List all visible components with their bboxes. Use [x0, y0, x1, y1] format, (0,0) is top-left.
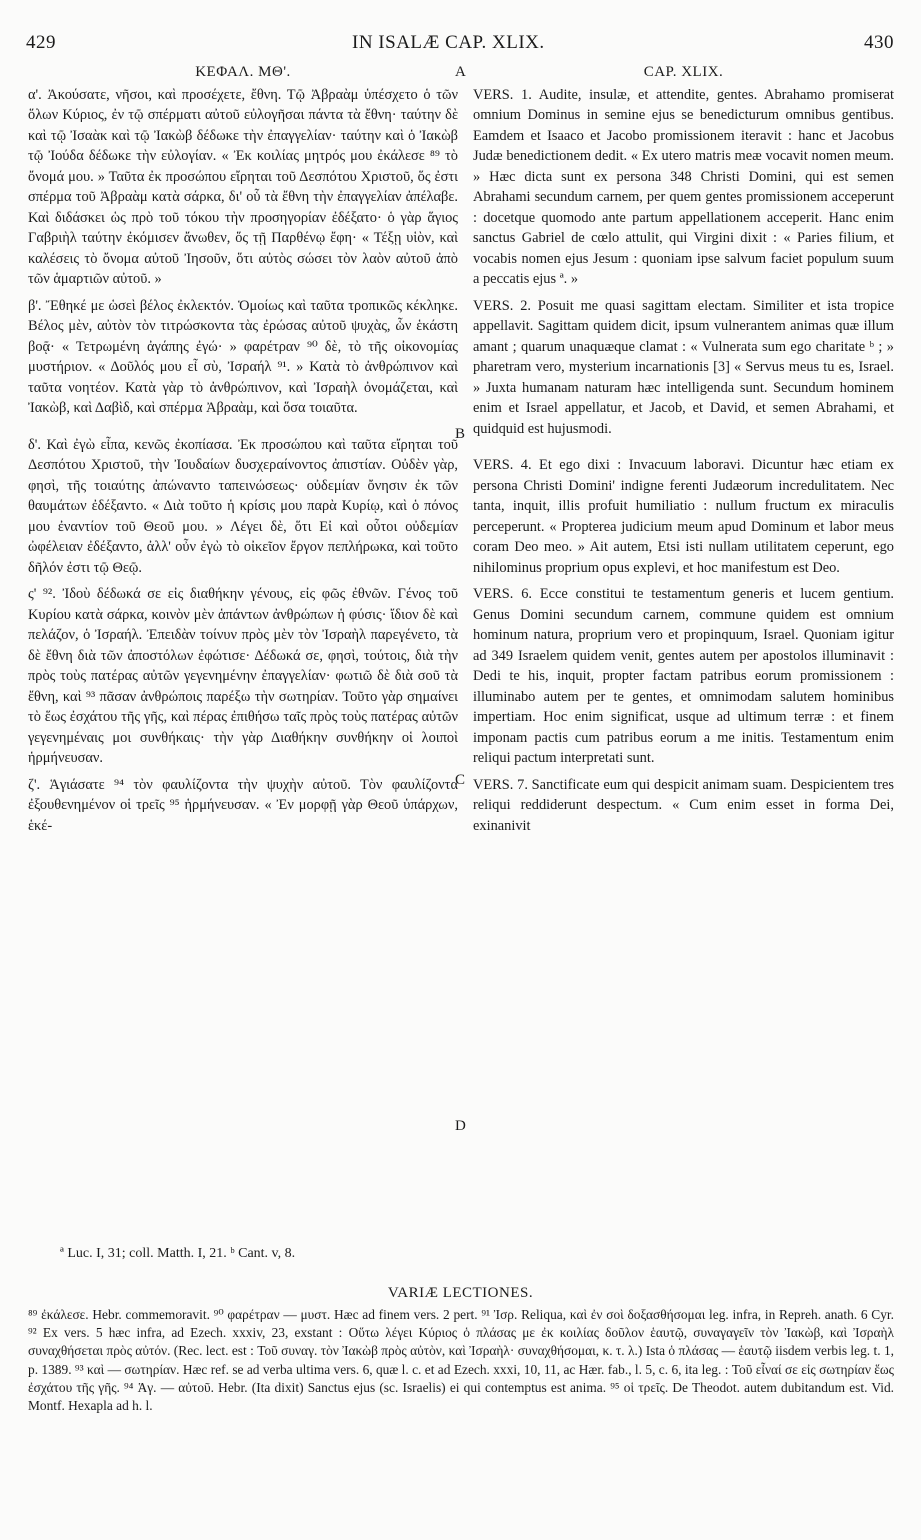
variae-lectiones-title: VARIÆ LECTIONES.: [387, 1285, 534, 1301]
greek-column: [28, 62, 458, 836]
greek-chapter-title: ΚΕΦΑΛ. ΜΘ'.: [195, 64, 291, 80]
latin-column: [473, 62, 894, 836]
running-header: [26, 32, 894, 58]
greek-paragraph: ς' ⁹². Ἰδοὺ δέδωκά σε εἰς διαθήκην γένους, εἰς φῶς ἐθνῶν. Γένος τοῦ Κυρίου κατὰ σάρκα, κοινὸν μὲν ἁπάντων ἀνθρώπων ἡ φύσις· ἴδιον δὲ καὶ πελάζον, ὁ Ἰσραήλ. Ἐπειδὰν τοίνυν πρὸς μὲν τὸν Ἰσραὴλ παρεγένετο, τὰ δὲ ἔθνη διὰ τῶν ἀποστόλων ἐφώτισε· Δέδωκά σε, φησὶ, τούτοις, διὰ τὴν πρὸς τοὺς πατέρας αὐτῶν γεγενημένην ἐπαγγελίαν· φωτιῶ δὲ διὰ σοῦ τὰ ἔθνη, καὶ ⁹³ πᾶσαν ἀνθρώποις παρέξω τὴν σωτηρίαν. Τοῦτο γὰρ σημαίνει τὸ ἕως ἐσχάτου τῆς γῆς, καὶ πέρας ἐπιθήσω ταῖς πρὸς τοὺς πατέρας αὐτῶν γεγενημέναις μοι συνθήκαις· τὴν γὰρ Διαθήκην συνθήκην οἱ λοιποὶ ἡρμήνευσαν.: [28, 586, 458, 766]
latin-paragraph: VERS. 7. Sanctificate eum qui despicit animam suam. Despicientem tres reliqui reddiderunt despectum. « Cum enim esset in forma Dei, exinanivit: [473, 776, 894, 834]
latin-paragraph: VERS. 2. Posuit me quasi sagittam electam. Similiter et ista tropice appellavit. Sagittam quidem dicit, ipsum vulnerantem animas quæ illum amant ; quarum unaquæque clamat : « Vulnerata sum ego charitate ᵇ ; » pharetram vero, mysterium incarnationis [3] « Servus meus tu es, Israel. » Juxta humanam naturam hæc intelligenda sunt. Secundum hominem enim et Israel appellatur, et Jacob, et David, et semen Abrahami, et quidquid est hujusmodi.: [473, 297, 894, 437]
margin-letter-c: C: [455, 772, 466, 788]
margin-letter-b: B: [455, 426, 466, 442]
footnotes: ª Luc. I, 31; coll. Matth. I, 21. ᵇ Cant. v, 8.: [60, 1246, 296, 1261]
latin-paragraph: VERS. 1. Audite, insulæ, et attendite, gentes. Abrahamo promiserat omnium Dominus in semine ejus se benedicturum omnibus gentibus. Eamdem et Isaaco et Jacobo promissionem iteravit : hanc et Jacobus Judæ benedictionem dedit. « Ex utero matris meæ vocavit nomen meum. » Hæc dicta sunt ex persona 348 Christi Domini, qui est semen Abrahami secundum carnem, per quem gentes promissionem acceperunt : docetque quomodo ante partum appellationem acceperit. Hanc enim sanctus Gabriel de cœlo attulit, qui Virgini dixit : « Paries filium, et vocabis nomen ejus Jesum : quoniam ipse salvum faciet populum suum a peccatis ejus ª. »: [473, 86, 894, 287]
margin-letter-a: A: [455, 64, 466, 80]
page-number-right: 430: [864, 32, 894, 53]
greek-paragraph: ζ'. Ἁγιάσατε ⁹⁴ τὸν φαυλίζοντα τὴν ψυχὴν αὐτοῦ. Τὸν φαυλίζοντα ἐξουθενημένον οἱ τρεῖς ⁹⁵ ἡρμήνευσαν. « Ἐν μορφῇ γὰρ Θεοῦ ὑπάρχων, ἑκέ-: [28, 776, 458, 834]
greek-paragraph: α'. Ἀκούσατε, νῆσοι, καὶ προσέχετε, ἔθνη. Τῷ Ἀβραὰμ ὑπέσχετο ὁ τῶν ὅλων Κύριος, ἐν τῷ σπέρματι αὐτοῦ εὐλογῆσαι πάντα τὰ ἔθνη· ταύτην δὲ καὶ τῷ Ἰσαὰκ καὶ τῷ Ἰακὼβ δέδωκε τὴν ἐπαγγελίαν· ταύτην καὶ ὁ Ἰακὼβ τῷ Ἰούδα δέδωκε τὴν εὐλογίαν. « Ἐκ κοιλίας μητρός μου ἐκάλεσε ⁸⁹ τὸ ὄνομά μου. » Ταῦτα ἐκ προσώπου εἴρηται τοῦ Δεσπότου Χριστοῦ, ὅς ἐστι σπέρμα τοῦ Ἀβραὰμ κατὰ σάρκα, δι' οὗ τὰ ἔθνη τὴν ἐπαγγελίαν ἀπέλαβε. Καὶ διδάσκει ὡς πρὸ τοῦ τόκου τὴν προσηγορίαν ἐδέξατο· ὁ γὰρ ἅγιος Γαβριὴλ ταύτην ἐκόμισεν ἄνωθεν, ὅς τῇ Παρθένῳ ἔφη· « Τέξῃ υἱὸν, καὶ καλέσεις τὸ ὄνομα αὐτοῦ Ἰησοῦν, ὅτι αὐτὸς σώσει τὸν λαὸν αὐτοῦ ἀπὸ τῶν ἁμαρτιῶν αὐτοῦ. »: [28, 86, 458, 287]
latin-paragraph: VERS. 4. Et ego dixi : Invacuum laboravi. Dicuntur hæc etiam ex persona Christi Domini' indigne ferenti Judæorum incredulitatem. Nec tanta, inquit, illis profuit humiliatio : nullum fructum ex miraculis perceperunt. « Propterea judicium meum apud Dominum et labor meus coram Deo meo. » Ait autem, Etsi isti nullam utilitatem ceperunt, ego nihilominus proprium opus explevi, et hoc manifestum est Deo.: [473, 457, 894, 576]
greek-paragraph: δ'. Καὶ ἐγὼ εἶπα, κενῶς ἐκοπίασα. Ἐκ προσώπου καὶ ταῦτα εἴρηται τοῦ Δεσπότου Χριστοῦ, τὴν Ἰουδαίων δυσχεραίνοντος ἀπιστίαν. Οὐδὲν γὰρ, φησὶ, τῆς τοιαύτης ἀπώναντο ταπεινώσεως· οὐδεμίαν ὄνησιν ἐκ τῶν θαυμάτων ἐδέξαντο. « Διὰ τοῦτο ἡ κρίσις μου παρὰ Κυρίῳ, καὶ ὁ πόνος μου ἐναντίον τοῦ Θεοῦ μου. » Λέγει δὲ, ὅτι Εἰ καὶ οὗτοι οὐδεμίαν ὠφέλειαν ἐδέξαντο, ἀλλ' οὖν ἐγὼ τὸ οἰκεῖον ἔργον πεπλήρωκα, καὶ τοῦτο δῆλόν ἐστι τῷ Θεῷ.: [28, 436, 458, 576]
margin-letter-d: D: [455, 1118, 466, 1134]
latin-paragraph: VERS. 6. Ecce constitui te testamentum generis et lucem gentium. Genus Domini secundum carnem, commune quidem est omnium hominum natura, proprium vero et propinquum, Israel. Quoniam igitur ad 349 Israelem quidem venit, gentes autem per apostolos illuminavit : Dedi te his, inquit, propter factam patribus eorum promissionem : illuminabo autem per te gentes, et omnimodam salutem hominibus impertiam. Hoc enim significat, usque ad ultimum terræ : et finem imponam pactis cum patribus eorum a me initis. Testamentum enim reliqui pactum interpretati sunt.: [473, 586, 894, 766]
latin-chapter-title: CAP. XLIX.: [643, 64, 724, 80]
running-title: IN ISALÆ CAP. XLIX.: [352, 32, 545, 53]
greek-paragraph: β'. Ἔθηκέ με ὡσεὶ βέλος ἐκλεκτόν. Ὁμοίως καὶ ταῦτα τροπικῶς κέκληκε. Βέλος μὲν, αὐτὸν τὸν τιτρώσκοντα τὰς ἐρώσας αὐτοῦ ψυχὰς, ὧν ἑκάστη βοᾷ· « Τετρωμένη ἀγάπης ἐγώ· » φαρέτραν ⁹⁰ δὲ, τὸ τῆς οἰκονομίας μυστήριον. « Δοῦλός μου εἶ σὺ, Ἰσραήλ ⁹¹. » Κατὰ τὸ ἀνθρώπινον καὶ ταῦτα νοητέον. Κατὰ γὰρ τὸ ἀνθρώπινον, καὶ Ἰσραὴλ ὀνομάζεται, καὶ Ἰακὼβ, καὶ Δαβὶδ, καὶ σπέρμα Ἀβραὰμ, καὶ ὅσα τοιαῦτα.: [28, 297, 458, 416]
page-number-left: 429: [26, 32, 56, 53]
variae-lectiones-text: ⁸⁹ ἐκάλεσε. Hebr. commemoravit. ⁹⁰ φαρέτραν — μυστ. Hæc ad finem vers. 2 pert. ⁹¹ Ἰσρ. Reliqua, καὶ ἐν σοὶ δοξασθήσομαι leg. infra, in Repreh. anath. 6 Cyr. ⁹² Ex vers. 5 hæc infra, ad Ezech. xxxiv, 23, exstant : Οὕτω λέγει Κύριος ὁ πλάσας με ἐκ κοιλίας δοῦλον ἑαυτῷ, συναγαγεῖν τὸν Ἰακὼβ, καὶ Ἰσραὴλ συναχθήσεται πρὸς αὐτόν. (Rec. lect. est : Τοῦ συναγ. τὸν Ἰακὼβ πρὸς αὐτὸν, καὶ Ἰσραὴλ· συναχθήσομαι, κ. τ. λ.) Ista ὁ πλάσας — ἑαυτῷ iisdem verbis leg. t. 1, p. 1389. ⁹³ καὶ — σωτηρίαν. Hæc ref. se ad verba ultima vers. 6, quæ l. c. et ad Ezech. xxxi, 10, 11, ac Hær. fab., l. 5, c. 6, ita leg. : Τοῦ εἶναί σε εἰς σωτηρίαν ἕως ἐσχάτου τῆς γῆς. ⁹⁴ Ἁγ. — αὐτοῦ. Hebr. (Ita dixit) Sanctus ejus (sc. Israelis) ei qui contemptus est anima. ⁹⁵ οἱ τρεῖς. De Theodot. autem dubitandum est. Vid. Montf. Hexapla ad h. l.: [28, 1307, 894, 1414]
